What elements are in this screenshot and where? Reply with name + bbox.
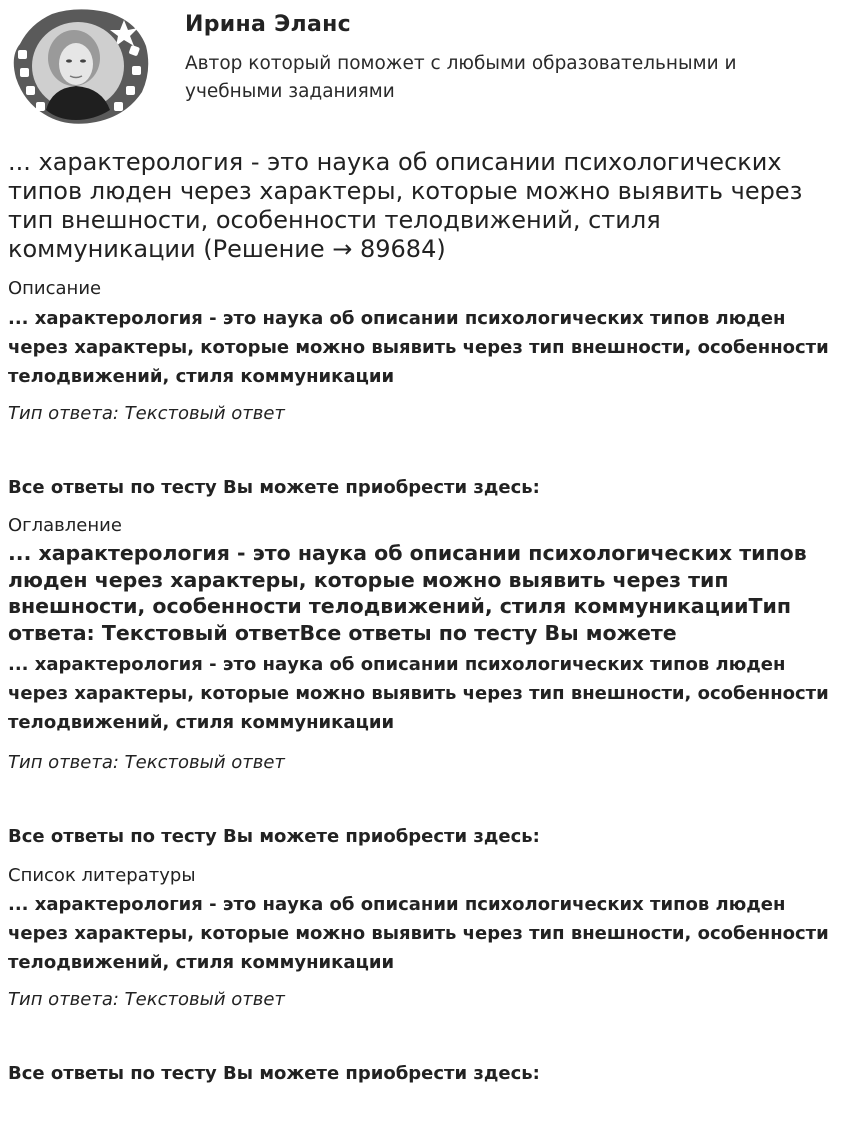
references-text: ... характерология - это наука об описании психологических типов люден через характеры, которые можно выявить через тип внешности, особенности телодвижений, стиля коммуникации <box>8 894 829 973</box>
description-label: Описание <box>8 278 102 299</box>
description-buy-note: Все ответы по тесту Вы можете приобрести здесь: <box>8 477 540 498</box>
author-avatar <box>6 6 152 128</box>
references-label: Список литературы <box>8 865 196 886</box>
author-name: Ирина Эланс <box>185 12 351 37</box>
page-content <box>8 148 838 1085</box>
page-title: ... характерология - это наука об описании психологических типов люден через характеры, которые можно выявить через тип внешности, особенности телодвижений, стиля коммуникации (Решение → 89684) <box>8 148 803 263</box>
references-answer-type: Тип ответа: Текстовый ответ <box>8 989 285 1010</box>
contents-buy-note: Все ответы по тесту Вы можете приобрести здесь: <box>8 826 540 847</box>
contents-text: ... характерология - это наука об описании психологических типов люден через характеры, которые можно выявить через тип внешности, особенности телодвижений, стиля коммуникации <box>8 654 829 733</box>
author-description: Автор который поможет с любыми образовательными и учебными заданиями <box>185 53 737 102</box>
description-text: ... характерология - это наука об описании психологических типов люден через характеры, которые можно выявить через тип внешности, особенности телодвижений, стиля коммуникации <box>8 308 829 387</box>
contents-heading: ... характерология - это наука об описании психологических типов люден через характеры, которые можно выявить через тип внешности, особенности телодвижений, стиля коммуникацииТип ответа: Текстовый ответВсе ответы по тесту Вы можете <box>8 541 807 645</box>
contents-answer-type: Тип ответа: Текстовый ответ <box>8 752 285 773</box>
contents-label: Оглавление <box>8 515 122 536</box>
author-header <box>0 0 847 140</box>
description-answer-type: Тип ответа: Текстовый ответ <box>8 403 285 424</box>
references-buy-note: Все ответы по тесту Вы можете приобрести здесь: <box>8 1063 540 1084</box>
